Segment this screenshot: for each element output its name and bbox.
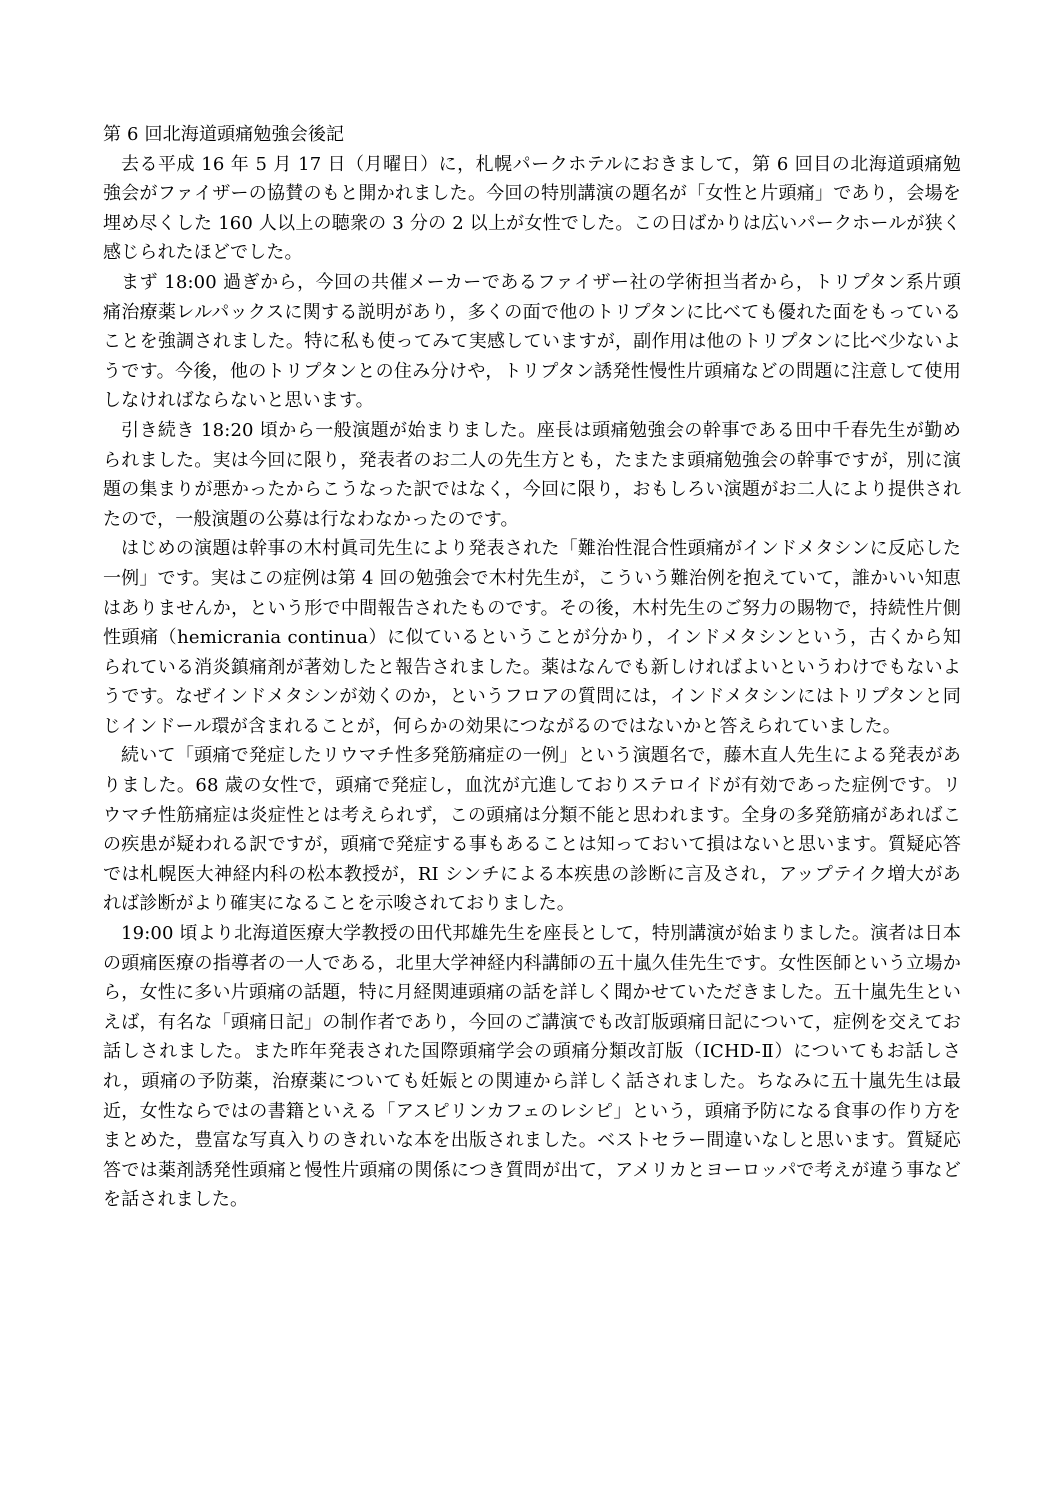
paragraph-6: 19:00 頃より北海道医療大学教授の田代邦雄先生を座長として，特別講演が始まりました。演者は日本の頭痛医療の指導者の一人である，北里大学神経内科講師の五十嵐久佳先生です。女性医師という立場から，女性に多い片頭痛の話題，特に月経関連頭痛の話を詳しく聞かせていただきました。五十嵐先生といえば，有名な「頭痛日記」の制作者であり，今回のご講演でも改訂版頭痛日記について，症例を交えてお話しされました。また昨年発表された国際頭痛学会の頭痛分類改訂版（ICHD-Ⅱ）についてもお話しされ，頭痛の予防薬，治療薬についても妊娠との関連から詳しく話されました。ちなみに五十嵐先生は最近，女性ならではの書籍といえる「アスピリンカフェのレシピ」という，頭痛予防になる食事の作り方をまとめた，豊富な写真入りのきれいな本を出版されました。ベストセラー間違いなしと思います。質疑応答では薬剤誘発性頭痛と慢性片頭痛の関係につき質問が出て，アメリカとヨーロッパで考えが違う事などを話されました。	[103, 923, 961, 1211]
paragraph-1: 去る平成 16 年 5 月 17 日（月曜日）に，札幌パークホテルにおきまして，第 6 回目の北海道頭痛勉強会がファイザーの協賛のもと開かれました。今回の特別講演の題名が「女性と片頭痛」であり，会場を埋め尽くした 160 人以上の聴衆の 3 分の 2 以上が女性でした。この日ばかりは広いパークホールが狭く感じられたほどでした。	[103, 153, 961, 264]
paragraph-3: 引き続き 18:20 頃から一般演題が始まりました。座長は頭痛勉強会の幹事である田中千春先生が勤められました。実は今回に限り，発表者のお二人の先生方とも，たまたま頭痛勉強会の幹事ですが，別に演題の集まりが悪かったからこうなった訳ではなく，今回に限り，おもしろい演題がお二人により提供されたので，一般演題の公募は行なわなかったのです。	[103, 419, 961, 530]
paragraph-5: 続いて「頭痛で発症したリウマチ性多発筋痛症の一例」という演題名で，藤木直人先生による発表がありました。68 歳の女性で，頭痛で発症し，血沈が亢進しておりステロイドが有効であった症例です。リウマチ性筋痛症は炎症性とは考えられず，この頭痛は分類不能と思われます。全身の多発筋痛があればこの疾患が疑われる訳ですが，頭痛で発症する事もあることは知っておいて損はないと思います。質疑応答では札幌医大神経内科の松本教授が，RI シンチによる本疾患の診断に言及され，アップテイク増大があれば診断がより確実になることを示唆されておりました。	[103, 745, 961, 915]
document-title: 第 6 回北海道頭痛勉強会後記	[103, 124, 345, 145]
paragraph-2: まず 18:00 過ぎから，今回の共催メーカーであるファイザー社の学術担当者から，トリプタン系片頭痛治療薬レルパックスに関する説明があり，多くの面で他のトリプタンに比べても優れた面をもっていることを強調されました。特に私も使ってみて実感していますが，副作用は他のトリプタンに比べ少ないようです。今後，他のトリプタンとの住み分けや，トリプタン誘発性慢性片頭痛などの問題に注意して使用しなければならないと思います。	[103, 271, 961, 412]
paragraph-4: はじめの演題は幹事の木村眞司先生により発表された「難治性混合性頭痛がインドメタシンに反応した一例」です。実はこの症例は第 4 回の勉強会で木村先生が，こういう難治例を抱えていて，誰かいい知恵はありませんか，という形で中間報告されたものです。その後，木村先生のご努力の賜物で，持続性片側性頭痛（hemicrania continua）に似ているということが分かり，インドメタシンという，古くから知られている消炎鎮痛剤が著効したと報告されました。薬はなんでも新しければよいというわけでもないようです。なぜインドメタシンが効くのか，というフロアの質問には，インドメタシンにはトリプタンと同じインドール環が含まれることが，何らかの効果につながるのではないかと答えられていました。	[103, 538, 961, 737]
document-body	[103, 120, 961, 1215]
